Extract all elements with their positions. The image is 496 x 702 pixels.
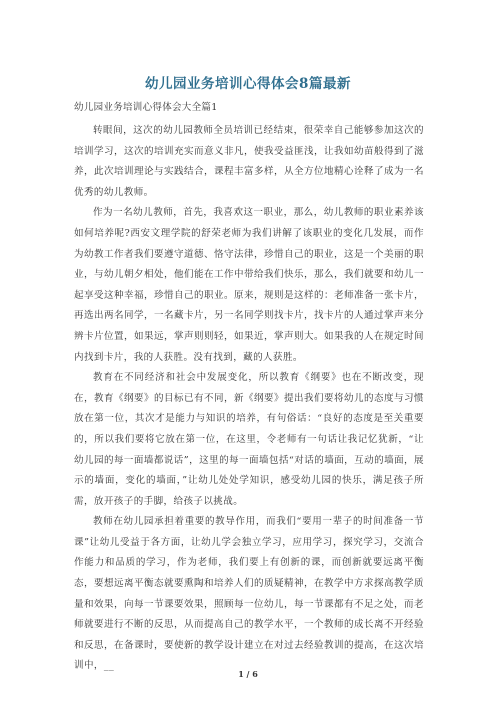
paragraph: 教育在不同经济和社会中发展变化，所以教育《纲要》也在不断改变，现在，教育《纲要》的目标已有不同，新《纲要》提出我们要将幼儿的态度与习惯放在第一位，其次才是能力与知识的培养，有句俗话：“良好的态度是至关重要的，所以我们要将它放在第一位，在这里，令老师有一句话让我记忆犹新，“让幼儿园的每一面墙都说话”，这里的每一面墙包括“对话的墙面，互动的墙面，展示的墙面，变化的墙面，”让幼儿处处学知识，感受幼儿园的快乐，满足孩子所需，放开孩子的手脚，给孩子以挑战。 [74,372,424,507]
paragraph: 教师在幼儿园承担着重要的教导作用，而我们“要用一辈子的时间准备一节课”让幼儿受益于各方面，让幼儿学会独立学习，应用学习，探究学习，交流合作能力和品质的学习，作为老师，我们要上有创新的课，而创新就要远离平衡态，要想远离平衡态就要熏陶和培养人们的质疑精神，在教学中方求探高教学质量和效果，向每一节课要效果，照顾每一位幼儿，每一节课都有不足之处，而老师就要进行不断的反思，从而提高自己的教学水平，一个教师的成长离不开经验和反思，在备课时，要使新的教学设计建立在对过去经验教训的提高，在这次培训中，__ [74,516,424,672]
document-body [74,121,424,677]
section-heading: 幼儿园业务培训心得体会大全篇1 [74,102,218,113]
paragraph: 转眼间，这次的幼儿园教师全员培训已经结束，很荣幸自己能够参加这次的培训学习，这次的培训充实而意义非凡，使我受益匪浅，让我如幼苗般得到了滋养，此次培训理论与实践结合，课程丰富多样，从全方位地精心诠释了成为一名优秀的幼儿教师。 [74,125,424,198]
document-title: 幼儿园业务培训心得体会8篇最新 [145,76,351,92]
paragraph: 作为一名幼儿教师，首先，我喜欢这一职业，那么，幼儿教师的职业素养该如何培养呢?西安文理学院的舒荣老师为我们讲解了该职业的变化几发展，而作为幼教工作者我们要遵守道德、恪守法律，珍惜自己的职业，这是一个美丽的职业，与幼儿朝夕相处，他们能在工作中带给我们快乐，那么，我们就要和幼儿一起享受这种幸福，珍惜自己的职业。原来，规则是这样的：老师准备一张卡片，再选出两名同学，一名藏卡片，另一名同学则找卡片，找卡片的人通过掌声来分辨卡片位置，如果远，掌声则则轻，如果近，掌声则大。如果我的人在规定时间内找到卡片，我的人获胜。没有找到，藏的人获胜。 [74,207,424,363]
page-number: 1 / 6 [238,669,258,679]
